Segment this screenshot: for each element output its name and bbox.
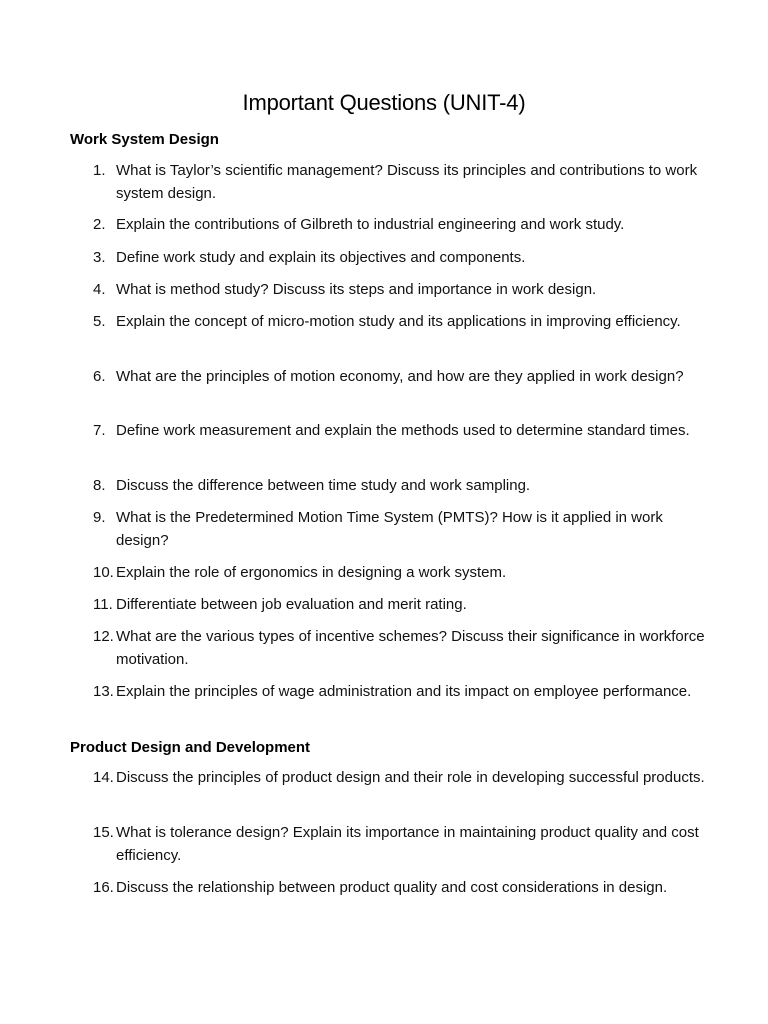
question-number: 13. xyxy=(93,683,114,700)
question-text: Discuss the relationship between product quality and cost considerations in design. xyxy=(116,879,668,896)
question-text: Explain the contributions of Gilbreth to industrial engineering and work study. xyxy=(116,216,625,233)
question-number: 15. xyxy=(93,824,114,841)
question-text: What is tolerance design? Explain its importance in maintaining product quality and cost efficiency. xyxy=(116,824,699,864)
question-number: 10. xyxy=(93,564,114,581)
section-heading-product-design: Product Design and Development xyxy=(70,739,311,756)
question-text: What are the various types of incentive schemes? Discuss their significance in workforce motivation. xyxy=(116,628,705,668)
page-title: Important Questions (UNIT-4) xyxy=(242,90,526,115)
question-number: 6. xyxy=(93,368,106,385)
question-number: 8. xyxy=(93,477,106,494)
question-text: Define work measurement and explain the methods used to determine standard times. xyxy=(116,422,690,439)
question-number: 2. xyxy=(93,216,106,233)
question-text: What are the principles of motion economy, and how are they applied in work design? xyxy=(116,368,684,385)
question-text: What is method study? Discuss its steps and importance in work design. xyxy=(116,281,597,298)
question-text: Explain the concept of micro-motion study and its applications in improving efficiency. xyxy=(116,313,681,330)
question-number: 12. xyxy=(93,628,114,645)
question-text: What is Taylor’s scientific management? Discuss its principles and contributions to work system design. xyxy=(116,162,698,202)
question-text: Explain the role of ergonomics in designing a work system. xyxy=(116,564,507,581)
question-number: 5. xyxy=(93,313,106,330)
section-heading-work-system-design: Work System Design xyxy=(70,131,219,148)
question-number: 11. xyxy=(93,596,113,613)
question-text: Explain the principles of wage administration and its impact on employee performance. xyxy=(116,683,692,700)
question-number: 1. xyxy=(93,162,106,179)
question-text: Discuss the difference between time study and work sampling. xyxy=(116,477,531,494)
question-text: Discuss the principles of product design and their role in developing successful products. xyxy=(116,769,705,786)
question-number: 4. xyxy=(93,281,106,298)
question-text: What is the Predetermined Motion Time System (PMTS)? How is it applied in work design? xyxy=(116,509,663,549)
question-number: 16. xyxy=(93,879,114,896)
question-text: Define work study and explain its objectives and components. xyxy=(116,249,526,266)
question-number: 3. xyxy=(93,249,106,266)
question-number: 7. xyxy=(93,422,106,439)
question-number: 14. xyxy=(93,769,114,786)
question-text: Differentiate between job evaluation and merit rating. xyxy=(116,596,467,613)
question-number: 9. xyxy=(93,509,106,526)
